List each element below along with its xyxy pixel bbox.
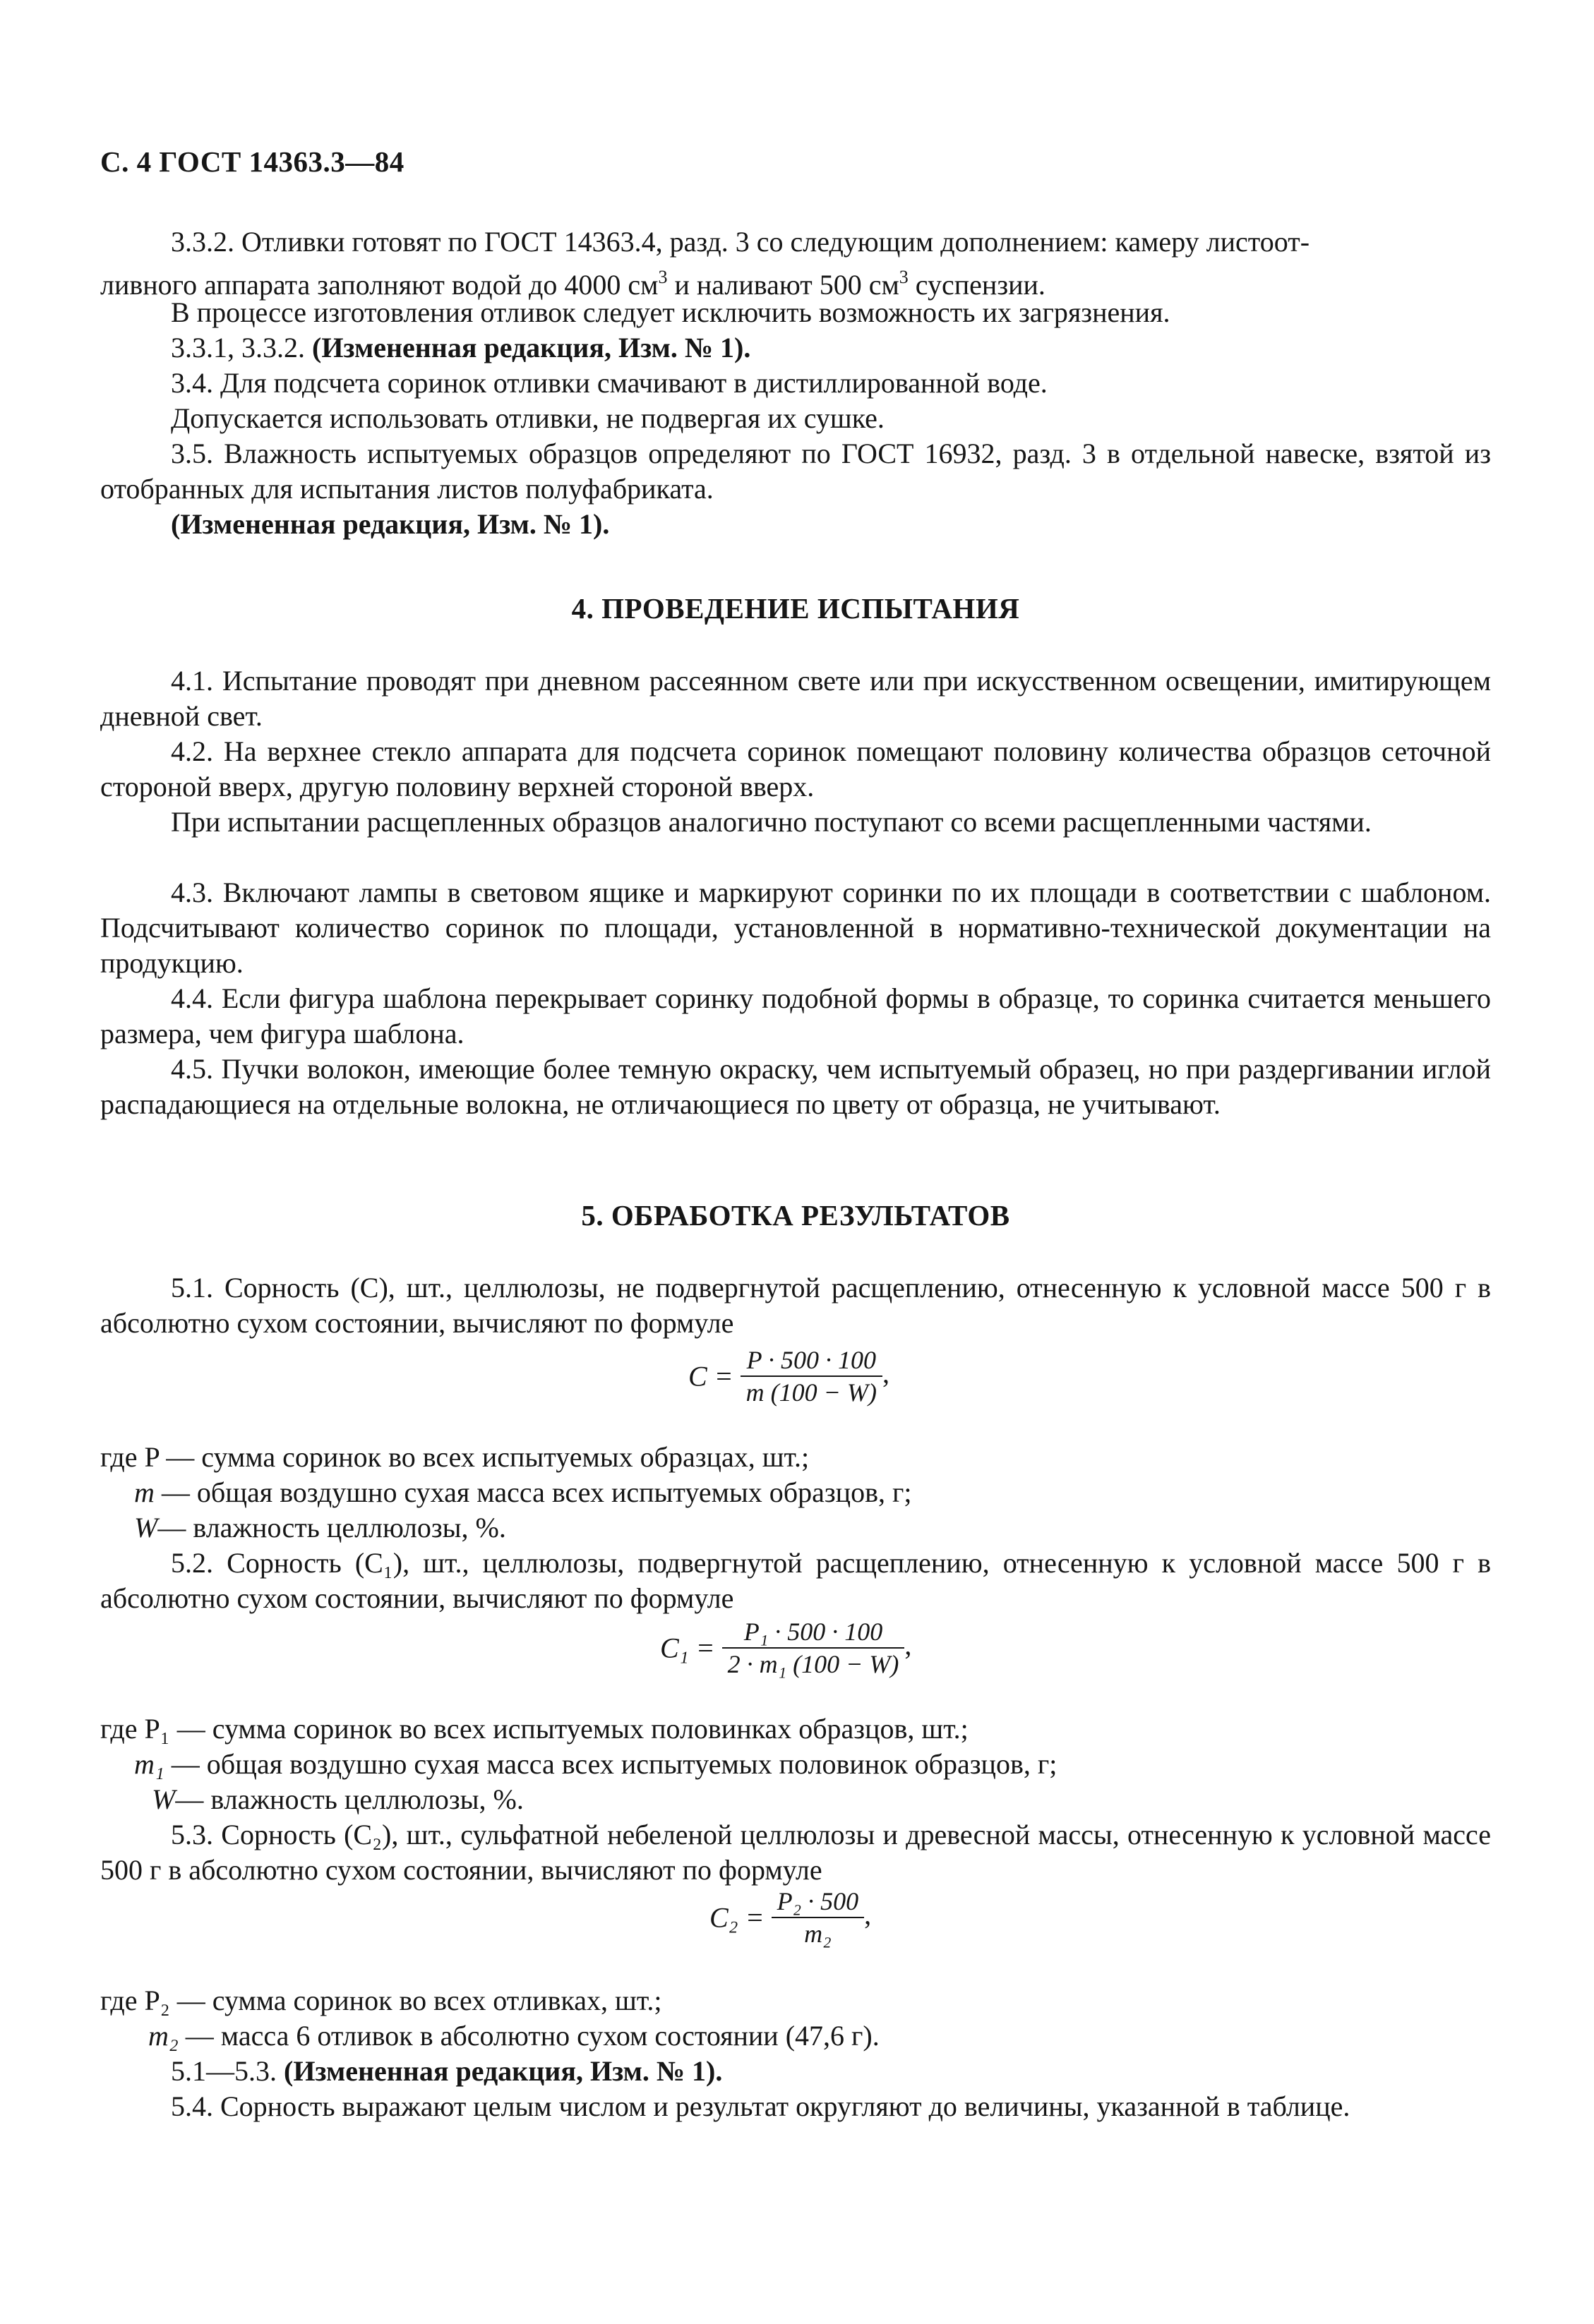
legend-2-w: W— влажность целлюлозы, %.	[152, 1783, 524, 1815]
formula-2: C₁ = $\frac{\text{P₁ · 500 · 100}}{\text{2 · m₁ (100 − W)}}$ ,	[660, 1618, 912, 1678]
paragraph-4-2-note: При испытании расщепленных образцов аналогично поступают со всеми расщепленными частями.	[171, 806, 1372, 838]
paragraph-4-3: 4.3. Включают лампы в световом ящике и маркируют соринки по их площади в соответствии с шаблоном. Подсчитывают количество соринок по площади, установленной в нормативно-технической документации на продукцию.	[100, 877, 1491, 979]
paragraph-3-4-note: Допускается использовать отливки, не подвергая их сушке.	[171, 402, 885, 434]
legend-1-p: где P — сумма соринок во всех испытуемых образцах, шт.;	[100, 1441, 810, 1473]
paragraph-5-2: 5.2. Сорность (C₁), шт., целлюлозы, подвергнутой расщеплению, отнесенную к условной массе 500 г в абсолютно сухом состоянии, вычисляют по формуле	[100, 1547, 1491, 1614]
paragraph-4-4: 4.4. Если фигура шаблона перекрывает соринку подобной формы в образце, то соринка считается меньшего размера, чем фигура шаблона.	[100, 982, 1491, 1049]
paragraph-3-5: 3.5. Влажность испытуемых образцов определяют по ГОСТ 16932, разд. 3 в отдельной навеске, взятой из отобранных для испытания листов полуфабриката.	[100, 438, 1491, 505]
legend-1-m: m — общая воздушно сухая масса всех испытуемых образцов, г;	[134, 1476, 912, 1508]
legend-2-m: m₁ — общая воздушно сухая масса всех испытуемых половинок образцов, г;	[134, 1748, 1057, 1780]
paragraph-3-4: 3.4. Для подсчета соринок отливки смачивают в дистиллированной воде.	[171, 367, 1048, 399]
legend-3-m: m₂ — масса 6 отливок в абсолютно сухом состоянии (47,6 г).	[148, 2020, 880, 2052]
paragraph-4-2: 4.2. На верхнее стекло аппарата для подсчета соринок помещают половину количества образцов сеточной стороной вверх, другую половину верхней стороной вверх.	[100, 735, 1491, 802]
paragraph-5-3: 5.3. Сорность (C₂), шт., сульфатной небеленой целлюлозы и древесной массы, отнесенную к условной массе 500 г в абсолютно сухом состоянии, вычисляют по формуле	[100, 1819, 1491, 1886]
paragraph-4-5: 4.5. Пучки волокон, имеющие более темную окраску, чем испытуемый образец, но при раздергивании иглой распадающиеся на отдельные волокна, не отличающиеся по цвету от образца, не учитывают.	[100, 1053, 1491, 1120]
legend-1-w: W— влажность целлюлозы, %.	[134, 1512, 506, 1543]
legend-3-p: где P₂ — сумма соринок во всех отливках, шт.;	[100, 1985, 662, 2016]
page-header: С. 4 ГОСТ 14363.3—84	[100, 145, 405, 178]
paragraph-3-3-2-note: В процессе изготовления отливок следует исключить возможность их загрязнения.	[171, 296, 1170, 328]
change-note-3-3-1: 3.3.1, 3.3.2. (Измененная редакция, Изм. № 1).	[171, 332, 751, 363]
change-note-5-1: 5.1—5.3. (Измененная редакция, Изм. № 1).	[171, 2055, 723, 2087]
formula-3: C₂ = $\frac{\text{P₂ · 500}}{\text{m₂}}$ ,	[709, 1887, 872, 1948]
paragraph-3-3-2: 3.3.2. Отливки готовят по ГОСТ 14363.4, разд. 3 со следующим дополнением: камеру листоот- ливного аппарата заполняют водой до 4000 $см^3$ и наливают 500 $см^3$ суспензии.	[100, 226, 1310, 301]
change-note-3-5: (Измененная редакция, Изм. № 1).	[171, 508, 610, 540]
section-4-title: 4. ПРОВЕДЕНИЕ ИСПЫТАНИЯ	[571, 592, 1020, 625]
formula-1: C = $\frac{P \cdot 500 \cdot 100}{m (100 - W)}$ ,	[688, 1346, 889, 1407]
section-5-title: 5. ОБРАБОТКА РЕЗУЛЬТАТОВ	[581, 1199, 1010, 1232]
paragraph-5-1: 5.1. Сорность (С), шт., целлюлозы, не подвергнутой расщеплению, отнесенную к условной массе 500 г в абсолютно сухом состоянии, вычисляют по формуле	[100, 1272, 1491, 1339]
legend-2-p: где P₁ — сумма соринок во всех испытуемых половинках образцов, шт.;	[100, 1713, 969, 1745]
paragraph-4-1: 4.1. Испытание проводят при дневном рассеянном свете или при искусственном освещении, имитирующем дневной свет.	[100, 665, 1491, 732]
paragraph-5-4: 5.4. Сорность выражают целым числом и результат округляют до величины, указанной в таблице.	[171, 2090, 1350, 2122]
